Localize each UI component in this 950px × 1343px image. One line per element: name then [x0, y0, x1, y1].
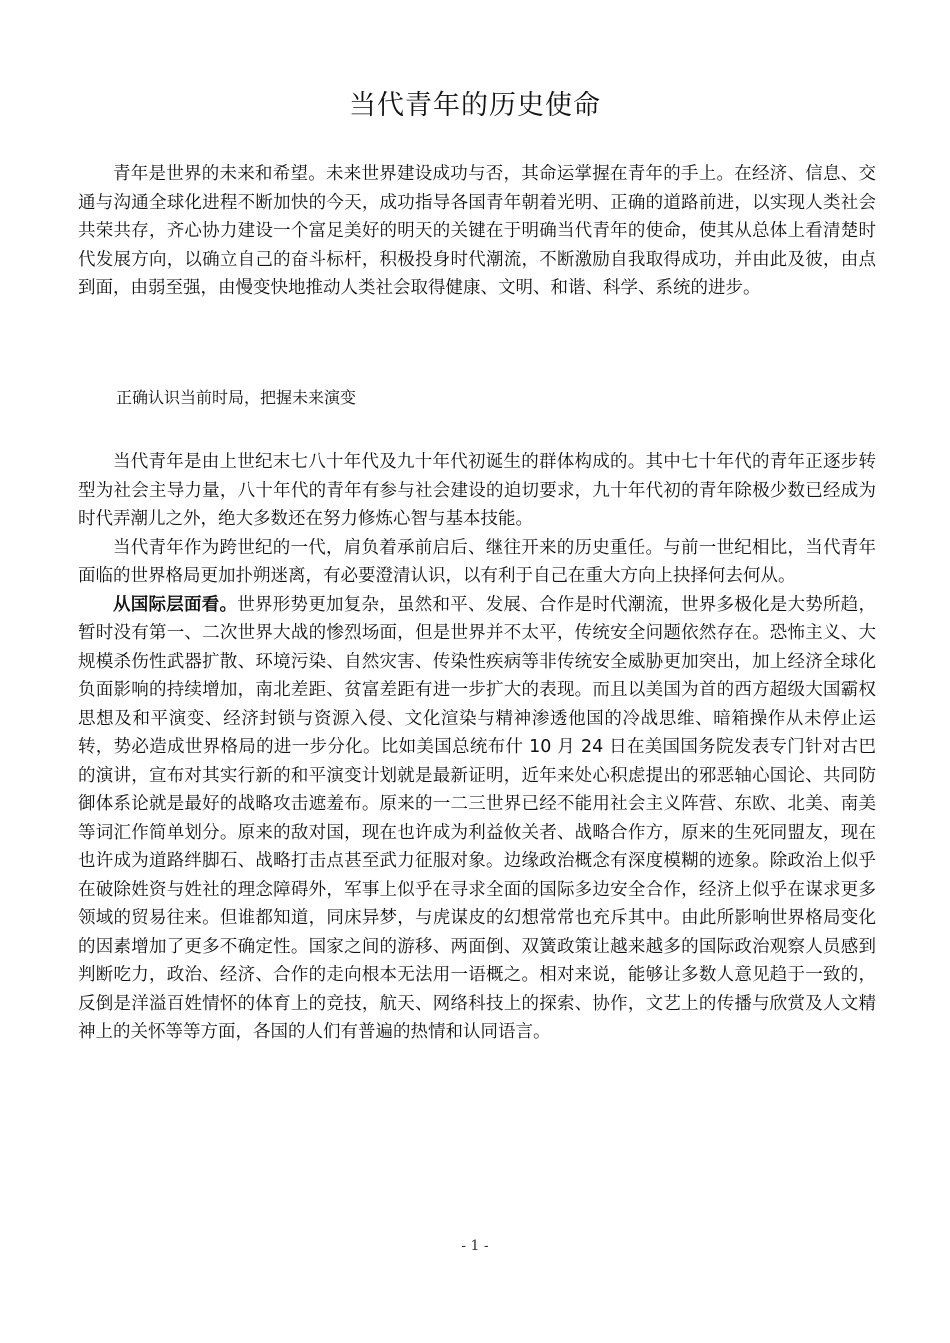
paragraph-3 [78, 591, 876, 1047]
paragraph-1: 当代青年是由上世纪末七八十年代及九十年代初诞生的群体构成的。其中七十年代的青年正逐步转型为社会主导力量，八十年代的青年有参与社会建设的迫切要求，九十年代初的青年除极少数已经成为时代弄潮儿之外，绝大多数还在努力修炼心智与基本技能。 [78, 452, 876, 529]
intro-paragraph: 青年是世界的未来和希望。未来世界建设成功与否，其命运掌握在青年的手上。在经济、信息、交通与沟通全球化进程不断加快的今天，成功指导各国青年朝着光明、正确的道路前进，以实现人类社会共荣共存，齐心协力建设一个富足美好的明天的关键在于明确当代青年的使命，使其从总体上看清楚时代发展方向，以确立自己的奋斗标杆，积极投身时代潮流，不断激励自我取得成功，并由此及彼，由点到面，由弱至强，由慢变快地推动人类社会取得健康、文明、和谐、科学、系统的进步。 [78, 164, 876, 298]
intro-block [78, 160, 876, 303]
paragraph-3-lead: 从国际层面看。 [113, 594, 238, 615]
paragraph-2: 当代青年作为跨世纪的一代，肩负着承前启后、继往开来的历史重任。与前一世纪相比，当代青年面临的世界格局更加扑朔迷离，有必要澄清认识，以有利于自己在重大方向上抉择何去何从。 [78, 537, 876, 586]
document-title: 当代青年的历史使命 [349, 90, 601, 121]
paragraph-3-text: 世界形势更加复杂，虽然和平、发展、合作是时代潮流，世界多极化是大势所趋，暂时没有第一、二次世界大战的惨烈场面，但是世界并不太平，传统安全问题依然存在。恐怖主义、大规模杀伤性武器扩散、环境污染、自然灾害、传染性疾病等非传统安全威胁更加突出，加上经济全球化负面影响的持续增加，南北差距、贫富差距有进一步扩大的表现。而且以美国为首的西方超级大国霸权思想及和平演变、经济封锁与资源入侵、文化渲染与精神渗透他国的冷战思维、暗箱操作从未停止运转，势必造成世界格局的进一步分化。比如美国总统布什 10 月 24 日在美国国务院发表专门针对古巴的演讲，宣布对其实行新的和平演变计划就是最新证明，近年来处心积虑提出的邪恶轴心国论、共同防御体系论就是最好的战略攻击遮羞布。原来的一二三世界已经不能用社会主义阵营、东欧、北美、南美等词汇作简单划分。原来的敌对国，现在也许成为利益攸关者、战略合作方，原来的生死同盟友，现在也许成为道路绊脚石、战略打击点甚至武力征服对象。边缘政治概念有深度模糊的迹象。除政治上似乎在破除姓资与姓社的理念障碍外，军事上似乎在寻求全面的国际多边安全合作，经济上似乎在谋求更多领域的贸易往来。但谁都知道，同床异梦，与虎谋皮的幻想常常也充斥其中。由此所影响世界格局变化的因素增加了更多不确定性。国家之间的游移、两面倒、双簧政策让越来越多的国际政治观察人员感到判断吃力，政治、经济、合作的走向根本无法用一语概之。相对来说，能够让多数人意见趋于一致的，反倒是洋溢百姓情怀的体育上的竞技，航天、网络科技上的探索、协作，文艺上的传播与欣赏及人文精神上的关怀等等方面，各国的人们有普遍的热情和认同语言。 [78, 594, 876, 1042]
section-heading: 正确认识当前时局，把握未来演变 [116, 388, 357, 407]
page-number: - 1 - [461, 1238, 489, 1254]
section-body [78, 448, 876, 1047]
